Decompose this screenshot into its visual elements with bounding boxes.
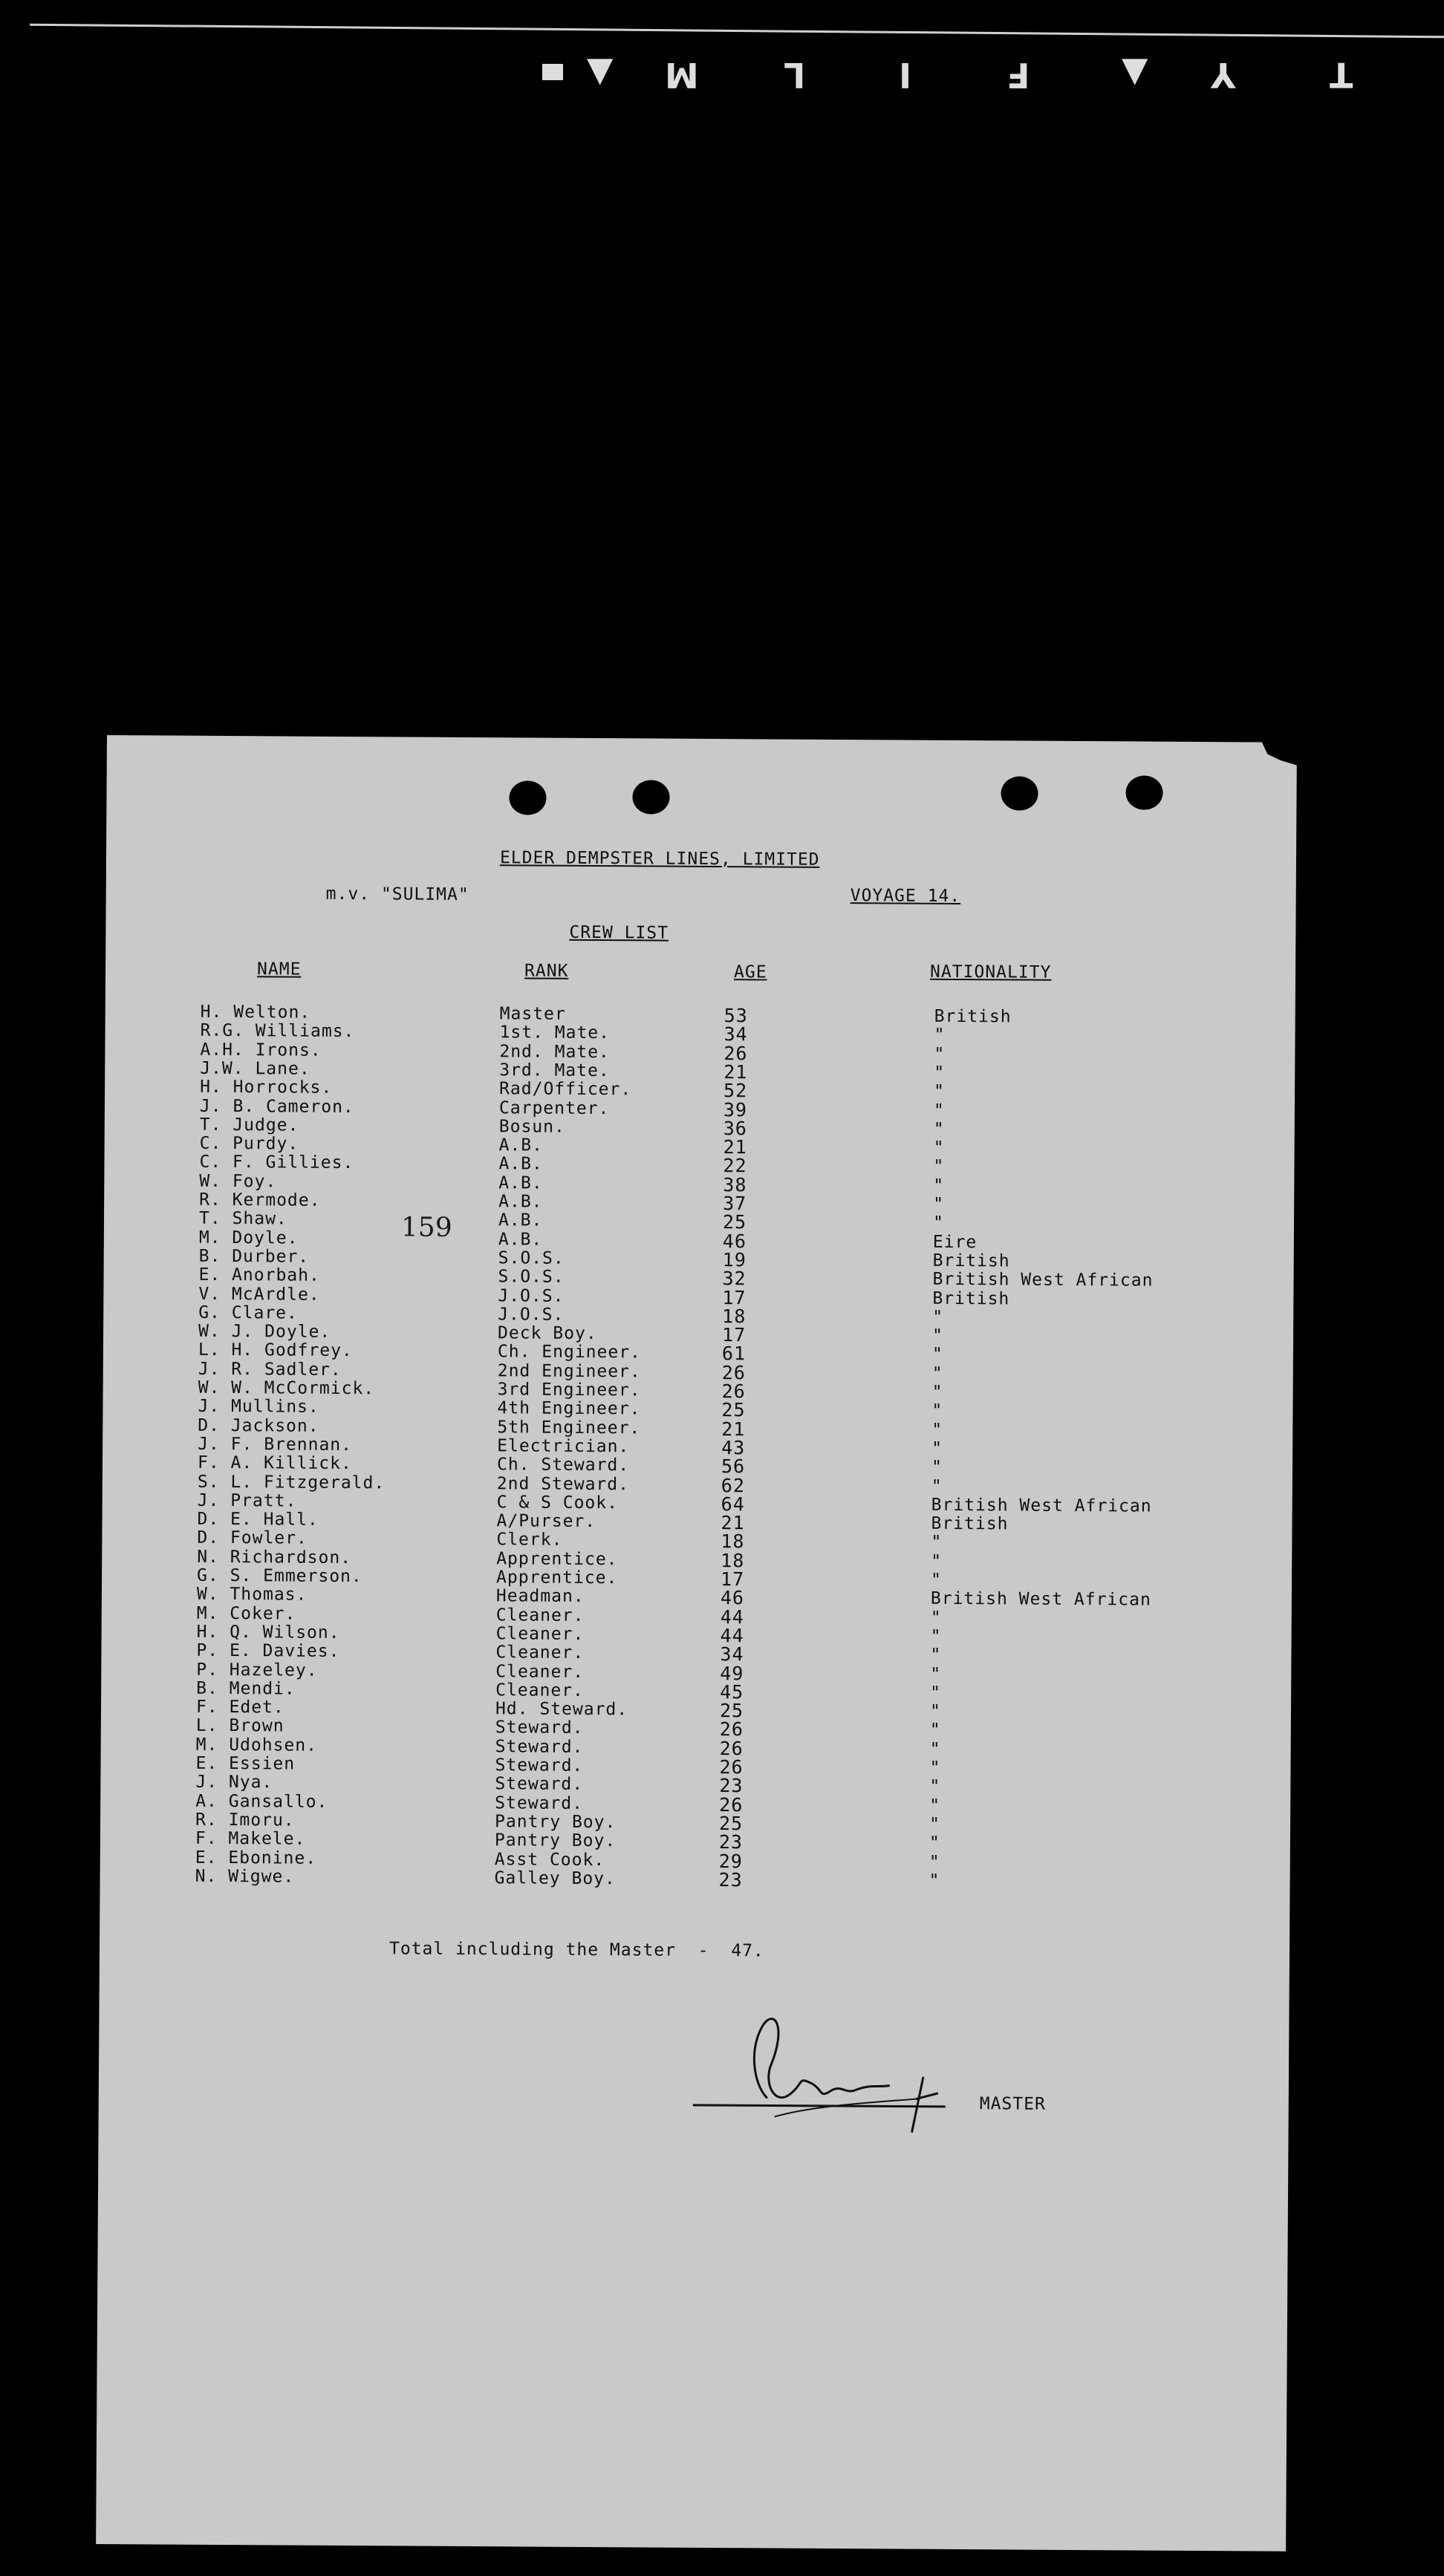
crew-nationality: " <box>933 1175 945 1196</box>
crew-rank: Headman. <box>495 1586 585 1607</box>
header-age: AGE <box>733 962 767 982</box>
crew-name: M. Coker. <box>196 1603 296 1624</box>
crew-age: 17 <box>722 1286 747 1308</box>
crew-name: B. Mendi. <box>196 1678 296 1699</box>
crew-age: 37 <box>723 1193 747 1215</box>
crew-age: 32 <box>722 1268 747 1290</box>
crew-nationality: " <box>930 1608 942 1628</box>
crew-rank: 2nd Steward. <box>496 1473 630 1494</box>
crew-rank: 5th Engineer. <box>497 1417 641 1438</box>
crew-nationality: " <box>930 1683 942 1703</box>
crew-nationality: " <box>932 1213 944 1233</box>
film-letter: F <box>1006 55 1030 95</box>
vessel-name: m.v. "SULIMA" <box>325 884 469 904</box>
crew-rank: A.B. <box>498 1192 543 1212</box>
crew-name: P. Hazeley. <box>196 1660 318 1680</box>
crew-age: 61 <box>721 1343 747 1365</box>
crew-rank: Cleaner. <box>495 1624 585 1644</box>
film-block-mark <box>542 64 563 80</box>
crew-name: J. Nya. <box>195 1773 273 1793</box>
crew-age: 46 <box>722 1230 747 1252</box>
crew-age: 21 <box>721 1512 745 1534</box>
crew-rank: Master <box>499 1004 566 1024</box>
crew-name: V. McArdle. <box>198 1284 320 1305</box>
crew-age: 39 <box>723 1098 748 1121</box>
crew-name: E. Ebonine. <box>195 1848 317 1868</box>
crew-nationality: " <box>934 1081 946 1102</box>
crew-rank: Cleaner. <box>495 1680 585 1701</box>
crew-nationality: " <box>932 1307 944 1327</box>
crew-name: C. F. Gillies. <box>199 1152 354 1173</box>
crew-name: G. S. Emmerson. <box>197 1565 362 1587</box>
crew-rank: A.B. <box>498 1229 543 1250</box>
crew-nationality: " <box>928 1852 940 1872</box>
crew-name: W. Foy. <box>199 1171 277 1192</box>
punch-hole <box>1001 776 1038 810</box>
crew-rank: Steward. <box>495 1793 584 1813</box>
crew-rank: Apprentice. <box>496 1548 618 1569</box>
crew-nationality: " <box>931 1551 943 1571</box>
crew-age: 44 <box>720 1605 744 1628</box>
crew-age: 36 <box>723 1117 747 1140</box>
crew-name: F. Makele. <box>195 1828 306 1849</box>
crew-nationality: " <box>933 1119 945 1139</box>
crew-rank: A.B. <box>498 1210 543 1230</box>
crew-name: M. Doyle. <box>198 1227 299 1248</box>
crew-age: 25 <box>718 1812 744 1835</box>
crew-nationality: " <box>934 1025 946 1046</box>
crew-rank: Apprentice. <box>496 1568 618 1588</box>
crew-rank: 2nd. Mate. <box>499 1041 610 1062</box>
crew-name: A.H. Irons. <box>200 1040 322 1060</box>
punch-hole <box>1125 775 1162 809</box>
crew-rank: Cleaner. <box>495 1661 585 1682</box>
crew-nationality: " <box>931 1533 943 1553</box>
film-letter: ▲ <box>1122 55 1148 95</box>
film-letter: T <box>1330 55 1353 95</box>
crew-name: W. W. McCormick. <box>198 1377 375 1399</box>
crew-name: R.G. Williams. <box>200 1021 355 1042</box>
crew-age: 19 <box>722 1248 747 1271</box>
crew-nationality: " <box>928 1833 940 1853</box>
crew-nationality: " <box>931 1382 943 1402</box>
crew-nationality: " <box>929 1777 941 1797</box>
crew-nationality: " <box>928 1814 940 1834</box>
crew-nationality: " <box>931 1476 943 1496</box>
crew-name: J. Mullins. <box>198 1397 319 1418</box>
crew-nationality: " <box>930 1664 942 1684</box>
crew-age: 18 <box>722 1305 747 1328</box>
crew-nationality: " <box>929 1758 941 1778</box>
crew-nationality: " <box>929 1701 941 1721</box>
crew-name: A. Gansallo. <box>195 1791 328 1812</box>
crew-age: 34 <box>720 1643 744 1666</box>
crew-nationality: British <box>934 1006 1012 1027</box>
crew-rank: Ch. Engineer. <box>497 1342 642 1363</box>
film-letter: ▲ <box>587 55 614 95</box>
crew-nationality: British <box>932 1250 1010 1271</box>
crew-rank: J.O.S. <box>498 1285 565 1306</box>
crew-nationality: " <box>930 1570 943 1590</box>
crew-rank: A.B. <box>498 1135 544 1155</box>
header-nationality: NATIONALITY <box>929 962 1052 982</box>
crew-rank: Bosun. <box>498 1117 565 1137</box>
crew-rank: A.B. <box>498 1173 543 1193</box>
crew-name: E. Essien <box>195 1753 296 1774</box>
handwritten-page-number: 159 <box>400 1212 452 1243</box>
crew-age: 26 <box>719 1756 744 1778</box>
crew-age: 44 <box>720 1624 744 1647</box>
punch-hole <box>509 780 546 815</box>
crew-rank: Hd. Steward. <box>495 1699 628 1720</box>
voyage-number: VOYAGE 14. <box>850 886 961 907</box>
crew-nationality: " <box>934 1044 946 1064</box>
crew-age: 45 <box>720 1680 744 1703</box>
crew-age: 25 <box>722 1211 747 1233</box>
crew-name: T. Judge. <box>199 1115 299 1135</box>
master-label: MASTER <box>979 2094 1046 2114</box>
crew-name: N. Wigwe. <box>195 1866 295 1887</box>
crew-rank: Steward. <box>495 1736 584 1757</box>
crew-age: 26 <box>719 1718 744 1741</box>
crew-nationality: " <box>930 1645 942 1666</box>
film-letter: L <box>784 55 806 95</box>
crew-age: 21 <box>723 1060 748 1083</box>
crew-name: D. Fowler. <box>197 1528 308 1549</box>
crew-age: 17 <box>721 1324 747 1346</box>
crew-rank: 3rd. Mate. <box>499 1060 610 1081</box>
crew-nationality: " <box>928 1871 940 1891</box>
header-rank: RANK <box>524 961 569 981</box>
crew-age: 26 <box>721 1361 746 1383</box>
crew-age: 29 <box>718 1850 743 1872</box>
crew-nationality: " <box>933 1194 945 1214</box>
crew-rank: Carpenter. <box>498 1098 610 1118</box>
crew-nationality: " <box>931 1401 943 1421</box>
crew-name: J. R. Sadler. <box>198 1359 342 1380</box>
crew-name: L. Brown <box>195 1716 284 1736</box>
crew-rank: 3rd Engineer. <box>497 1380 641 1401</box>
crew-rank: 2nd Engineer. <box>497 1360 641 1382</box>
crew-age: 53 <box>723 1005 748 1027</box>
crew-nationality: " <box>931 1438 943 1458</box>
crew-name: T. Shaw. <box>198 1209 287 1229</box>
film-strip-marking <box>520 55 1444 100</box>
crew-name: L. H. Godfrey. <box>198 1340 353 1361</box>
crew-name: B. Durber. <box>198 1246 310 1267</box>
crew-name: C. Purdy. <box>199 1133 299 1154</box>
crew-name: J.W. Lane. <box>200 1058 310 1079</box>
crew-age: 25 <box>721 1399 746 1421</box>
crew-age: 23 <box>719 1775 744 1797</box>
crew-name: F. Edet. <box>195 1697 284 1718</box>
crew-rank: Steward. <box>495 1718 584 1738</box>
crew-age: 26 <box>721 1380 746 1403</box>
torn-corner <box>1249 737 1301 778</box>
crew-rank: Deck Boy. <box>498 1323 597 1344</box>
crew-name: H. Welton. <box>200 1002 311 1023</box>
crew-age: 49 <box>720 1662 744 1684</box>
crew-rank: Steward. <box>495 1755 584 1776</box>
crew-age: 26 <box>719 1793 744 1816</box>
crew-nationality: " <box>933 1138 945 1158</box>
crew-name: S. L. Fitzgerald. <box>197 1472 386 1493</box>
crew-name: H. Horrocks. <box>200 1077 333 1098</box>
crew-age: 18 <box>721 1530 745 1553</box>
crew-nationality: " <box>931 1457 943 1478</box>
master-signature <box>692 1994 1005 2145</box>
crew-name: D. E. Hall. <box>197 1509 319 1530</box>
crew-age: 38 <box>723 1173 747 1196</box>
crew-age: 23 <box>718 1868 743 1891</box>
crew-age: 43 <box>721 1436 746 1459</box>
crew-name: F. A. Killick. <box>197 1452 352 1474</box>
crew-name: D. Jackson. <box>198 1415 319 1436</box>
crew-name: P. E. Davies. <box>196 1640 340 1662</box>
crew-rank: A.B. <box>498 1154 543 1174</box>
crew-rank: Ch. Steward. <box>496 1455 630 1476</box>
crew-list-document <box>96 735 1297 2551</box>
crew-age: 64 <box>721 1493 745 1516</box>
crew-nationality: British West African <box>931 1495 1152 1516</box>
crew-nationality: " <box>931 1345 943 1365</box>
crew-age: 21 <box>723 1136 747 1158</box>
crew-rank: Cleaner. <box>495 1605 585 1626</box>
crew-nationality: " <box>931 1420 943 1440</box>
crew-name: W. J. Doyle. <box>198 1321 331 1342</box>
crew-nationality: British <box>931 1513 1009 1534</box>
crew-nationality: " <box>934 1063 946 1083</box>
crew-age: 26 <box>723 1042 748 1064</box>
crew-name: J. B. Cameron. <box>199 1096 354 1117</box>
crew-nationality: " <box>929 1721 941 1741</box>
crew-nationality: " <box>932 1326 944 1346</box>
crew-rank: Electrician. <box>497 1436 630 1457</box>
crew-age: 62 <box>721 1474 746 1496</box>
company-name: ELDER DEMPSTER LINES, LIMITED <box>499 848 820 870</box>
crew-name: J. F. Brennan. <box>198 1434 353 1455</box>
crew-rank: S.O.S. <box>498 1267 565 1287</box>
film-letter: M <box>665 55 699 95</box>
crew-rank: Pantry Boy. <box>494 1830 617 1851</box>
crew-age: 22 <box>723 1155 747 1177</box>
crew-name: W. Thomas. <box>196 1585 308 1605</box>
crew-age: 17 <box>720 1568 745 1591</box>
crew-name: M. Udohsen. <box>195 1735 318 1755</box>
crew-age: 52 <box>723 1080 748 1102</box>
crew-nationality: " <box>931 1363 943 1383</box>
crew-name: H. Q. Wilson. <box>196 1622 340 1643</box>
crew-rank: Cleaner. <box>495 1643 585 1663</box>
crew-age: 26 <box>719 1737 744 1759</box>
list-title: CREW LIST <box>569 922 669 943</box>
crew-age: 34 <box>723 1023 748 1046</box>
crew-rank: Steward. <box>495 1774 584 1795</box>
crew-nationality: " <box>930 1626 942 1646</box>
crew-nationality: " <box>929 1796 941 1816</box>
header-name: NAME <box>256 959 302 979</box>
crew-name: R. Imoru. <box>195 1810 295 1830</box>
crew-rank: A/Purser. <box>496 1511 596 1532</box>
crew-nationality: British <box>932 1288 1010 1308</box>
crew-nationality: " <box>929 1739 941 1759</box>
crew-nationality: British West African <box>930 1589 1151 1610</box>
crew-age: 56 <box>721 1455 746 1478</box>
crew-rank: S.O.S. <box>498 1248 565 1268</box>
crew-rank: C & S Cook. <box>496 1493 619 1513</box>
crew-age: 21 <box>721 1418 746 1440</box>
crew-rank: Pantry Boy. <box>494 1812 617 1833</box>
crew-rank: 1st. Mate. <box>499 1023 611 1043</box>
crew-nationality: " <box>933 1100 945 1121</box>
crew-rank: Galley Boy. <box>494 1868 617 1889</box>
crew-rank: Rad/Officer. <box>499 1079 632 1100</box>
crew-name: N. Richardson. <box>197 1547 352 1568</box>
punch-hole <box>632 780 669 814</box>
crew-age: 25 <box>719 1700 744 1722</box>
crew-age: 46 <box>720 1587 745 1609</box>
crew-name: E. Anorbah. <box>198 1265 320 1285</box>
crew-rank: J.O.S. <box>498 1305 565 1325</box>
crew-nationality: Eire <box>932 1232 978 1252</box>
crew-rank: Asst Cook. <box>494 1849 605 1870</box>
total-line: Total including the Master - 47. <box>388 1939 764 1961</box>
crew-name: J. Pratt. <box>197 1490 297 1511</box>
film-letter: Y <box>1211 55 1236 95</box>
crew-name: R. Kermode. <box>199 1190 321 1210</box>
crew-name: G. Clare. <box>198 1302 298 1323</box>
film-letter: I <box>899 55 912 95</box>
crew-nationality: " <box>933 1157 945 1177</box>
crew-rank: 4th Engineer. <box>497 1398 641 1419</box>
crew-nationality: British West African <box>932 1269 1154 1291</box>
crew-rank: Clerk. <box>496 1530 563 1551</box>
crew-age: 23 <box>718 1831 744 1853</box>
crew-age: 18 <box>721 1549 745 1571</box>
